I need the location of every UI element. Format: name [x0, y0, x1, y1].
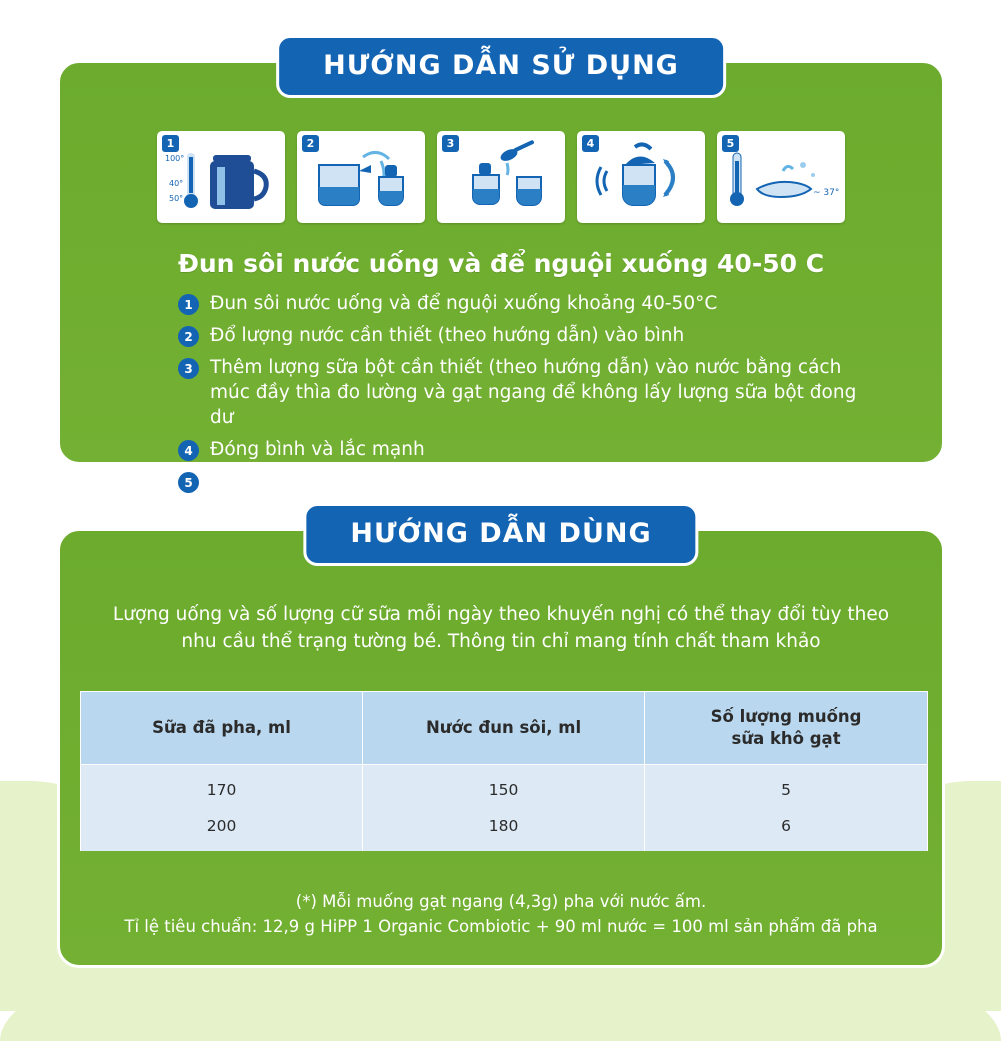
- instruction-text: Đun sôi nước uống và để nguội xuống khoảng 40-50°C: [210, 293, 718, 314]
- bullet-number: 5: [178, 472, 199, 493]
- instruction-text: Để sữa nguội đến nhiệt độ uống (khoảng 37°C) kiểm tra nhiệt độ: [210, 471, 813, 492]
- step-number: 4: [582, 135, 599, 152]
- table-row: [81, 765, 928, 809]
- footnote-line-2: Tỉ lệ tiêu chuẩn: 12,9 g HiPP 1 Organic Combiotic + 90 ml nước = 100 ml sản phẩm đã pha: [124, 917, 878, 936]
- step-card-2: [297, 131, 425, 223]
- usage-headline: Đun sôi nước uống và để nguội xuống 40-50 C: [177, 249, 825, 278]
- usage-panel-title: HƯỚNG DẪN SỬ DỤNG: [276, 35, 726, 98]
- step-card-4: [577, 131, 705, 223]
- table-row: [81, 808, 928, 851]
- cell-scoops: 5: [645, 765, 928, 809]
- step-number: 5: [722, 135, 739, 152]
- step-number: 1: [162, 135, 179, 152]
- list-item: [178, 437, 882, 462]
- svg-text:50°: 50°: [169, 194, 184, 203]
- usage-instructions-panel: [57, 50, 945, 492]
- cell-prepared-milk: 200: [81, 808, 363, 851]
- instruction-text: Đổ lượng nước cần thiết (theo hướng dẫn) vào bình: [210, 325, 685, 346]
- step-card-3: [437, 131, 565, 223]
- cell-boiled-water: 150: [363, 765, 645, 809]
- column-header-scoops-line1: Số lượng muống: [710, 707, 862, 726]
- step-card-5: [717, 131, 845, 223]
- dosage-intro-text: Lượng uống và số lượng cữ sữa mỗi ngày theo khuyến nghị có thể thay đổi tùy theo nhu cầu thể trạng tường bé. Thông tin chỉ mang tính chất tham khảo: [112, 604, 890, 652]
- step-card-1: [157, 131, 285, 223]
- step-icon-strip: [60, 131, 942, 223]
- cell-prepared-milk: 170: [81, 765, 363, 809]
- svg-text:~ 37°: ~ 37°: [813, 188, 840, 198]
- instruction-text: Đóng bình và lắc mạnh: [210, 439, 425, 460]
- list-item: [178, 323, 882, 348]
- bullet-number: 2: [178, 326, 199, 347]
- usage-instruction-list: [178, 291, 882, 501]
- step-number: 2: [302, 135, 319, 152]
- cell-scoops: 6: [645, 808, 928, 851]
- dosage-footnote: [100, 889, 902, 939]
- svg-text:40°: 40°: [169, 179, 184, 188]
- cell-boiled-water: 180: [363, 808, 645, 851]
- svg-text:100°: 100°: [165, 154, 185, 163]
- bullet-number: 4: [178, 440, 199, 461]
- column-header-boiled-water: Nước đun sôi, ml: [363, 692, 645, 765]
- list-item: [178, 355, 882, 430]
- bullet-number: 3: [178, 358, 199, 379]
- footnote-line-1: (*) Mỗi muống gạt ngang (4,3g) pha với nước ấm.: [295, 892, 707, 911]
- column-header-prepared-milk: Sữa đã pha, ml: [81, 692, 363, 765]
- step-number: 3: [442, 135, 459, 152]
- dosage-instructions-panel: [57, 518, 945, 968]
- dosage-panel-title: HƯỚNG DẪN DÙNG: [303, 503, 698, 566]
- bullet-number: 1: [178, 294, 199, 315]
- list-item: [178, 469, 882, 494]
- table-header-row: [81, 692, 928, 765]
- instruction-text: Thêm lượng sữa bột cần thiết (theo hướng dẫn) vào nước bằng cách múc đầy thìa đo lường và gạt ngang để không lấy lượng sữa bột đong dư: [210, 357, 857, 428]
- list-item: [178, 291, 882, 316]
- column-header-scoops: [645, 692, 928, 765]
- column-header-scoops-line2: sữa khô gạt: [731, 729, 841, 748]
- dosage-table: [80, 691, 928, 851]
